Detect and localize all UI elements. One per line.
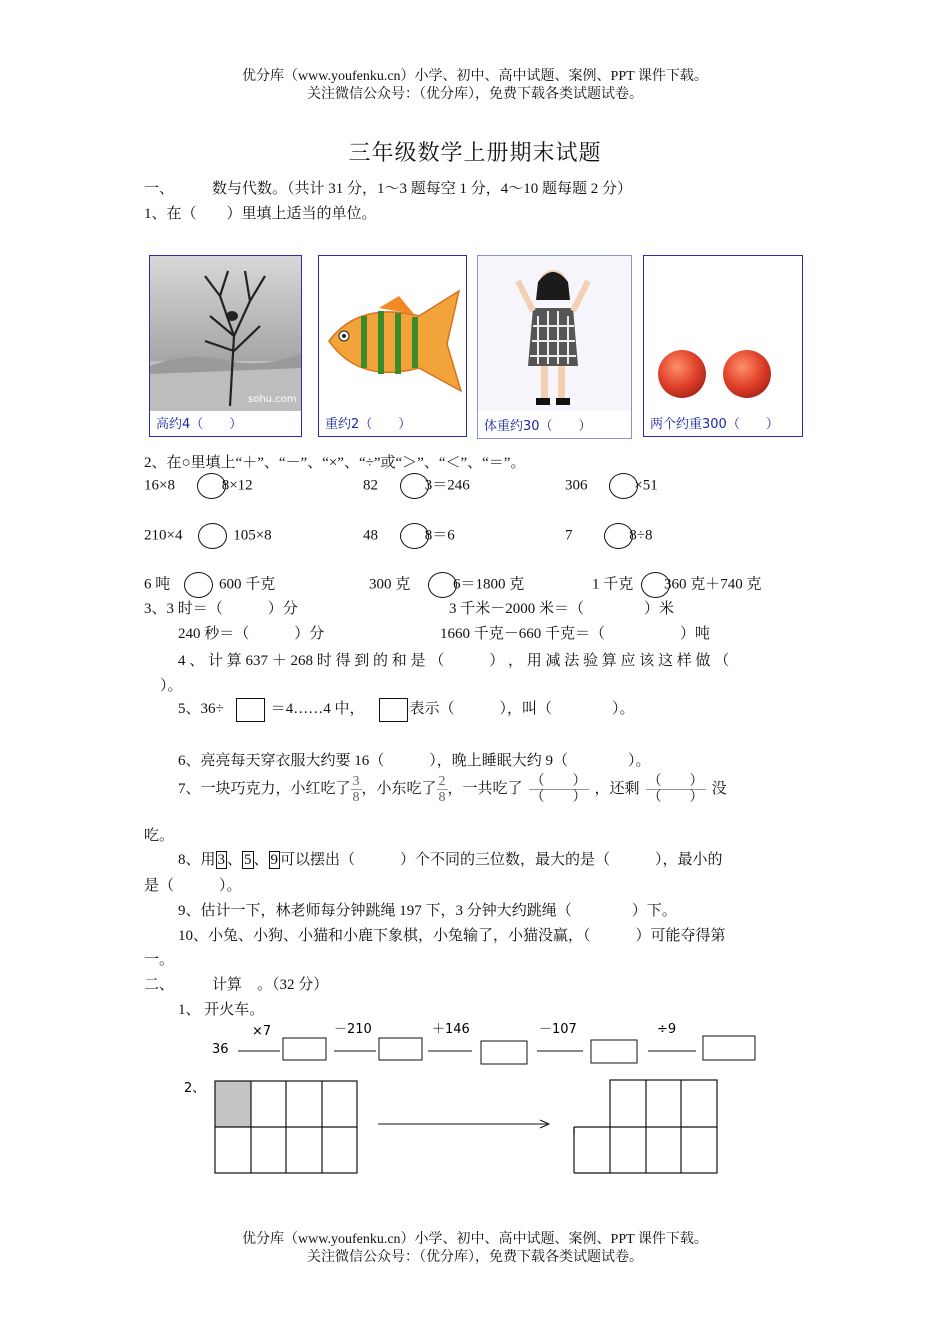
train-box[interactable] bbox=[703, 1036, 755, 1060]
footer-line-2: 关注微信公众号：（优分库），免费下载各类试题试卷。 bbox=[307, 1250, 643, 1265]
q2-r1-c3: 306 ×51 bbox=[565, 473, 658, 499]
tree-picture bbox=[149, 255, 302, 437]
calc1-text: 1、 开火车。 bbox=[178, 1002, 265, 1018]
train-op: ×7 bbox=[252, 1024, 272, 1039]
girl-icon bbox=[478, 256, 631, 411]
header-line-2: 关注微信公众号：（优分库），免费下载各类试题试卷。 bbox=[307, 87, 643, 102]
q1-text: 1、在（ ）里填上适当的单位。 bbox=[144, 206, 377, 222]
answer-box[interactable] bbox=[236, 698, 265, 722]
q4-line1: 4 、 计 算 637 ＋ 268 时 得 到 的 和 是 （ ） ， 用 减 法 验 算 应 该 这 样 做 （ bbox=[178, 653, 730, 669]
q2-r3-c2: 300 克 6＝1800 克 bbox=[369, 572, 524, 598]
answer-circle[interactable] bbox=[198, 523, 227, 549]
answer-fraction-left[interactable]: $\frac{( )}{( )}$ bbox=[647, 774, 704, 805]
digit-card: 5 bbox=[244, 852, 252, 868]
train-op: ＋146 bbox=[432, 1022, 470, 1037]
q7: 7、一块巧克力，小红吃了 $\frac{3}{8}$ ，小东吃了 $\frac{2}{8}$ ，一共吃了 $\frac{( )}{( )}$ ，还剩 $\frac{( )}{( )}$ 没 bbox=[178, 774, 727, 805]
train-start: 36 bbox=[212, 1042, 229, 1057]
q7-line2: 吃。 bbox=[144, 828, 175, 844]
train-diagram bbox=[200, 1015, 770, 1070]
q3-r2b: 1660 千克－660 千克＝（ ）吨 bbox=[440, 626, 711, 642]
dashed-guide bbox=[578, 1080, 610, 1127]
train-op: －107 bbox=[539, 1022, 577, 1037]
header-line-1: 优分库（www.youfenku.cn）小学、初中、高中试题、案例、PPT 课件下载。 bbox=[242, 69, 708, 84]
q4-line2: ）。 bbox=[160, 678, 183, 694]
section-2-number: 二、 bbox=[144, 977, 175, 993]
peach-icon bbox=[644, 256, 802, 406]
q3-r2a: 240 秒＝（ ）分 bbox=[178, 626, 325, 642]
calc2-label: 2、 bbox=[184, 1081, 206, 1096]
page-title: 三年级数学上册期末试题 bbox=[348, 140, 602, 165]
train-box[interactable] bbox=[283, 1038, 326, 1060]
section-1-heading: 数与代数。（共计 31 分，1～3 题每空 1 分，4～10 题每题 2 分） bbox=[212, 181, 633, 197]
answer-fraction-eaten[interactable]: $\frac{( )}{( )}$ bbox=[530, 774, 587, 805]
q5: 5、36÷ ＝4……4 中， 表示（ ），叫（ ）。 bbox=[178, 697, 635, 722]
q2-r3-c1: 6 吨 600 千克 bbox=[144, 572, 275, 598]
q10: 10、小兔、小狗、小猫和小鹿下象棋，小兔输了，小猫没赢，（ ）可能夺得第 bbox=[178, 928, 726, 944]
q2-r2-c3: 7 8÷8 bbox=[565, 523, 652, 549]
q6: 6、亮亮每天穿衣服大约要 16（ ），晚上睡眠大约 9（ ）。 bbox=[178, 753, 651, 769]
caption-girl: 体重约30（ ） bbox=[484, 419, 592, 434]
q9: 9、估计一下，林老师每分钟跳绳 197 下，3 分钟大约跳绳（ ）下。 bbox=[178, 903, 677, 919]
peaches-picture bbox=[643, 255, 803, 437]
q2-r1-c1: 16×8 8×12 bbox=[144, 473, 253, 499]
train-box[interactable] bbox=[591, 1040, 637, 1063]
section-1-number: 一、 bbox=[144, 181, 175, 197]
train-box[interactable] bbox=[379, 1038, 422, 1060]
watermark: sohu.com bbox=[248, 394, 297, 405]
q3-r1a: 3、3 时＝（ ）分 bbox=[144, 601, 298, 617]
section-2-heading: 计算 。（32 分） bbox=[212, 977, 329, 993]
answer-box[interactable] bbox=[379, 698, 408, 722]
grid-transform-diagram bbox=[180, 1072, 740, 1182]
q2-r2-c1: 210×4 105×8 bbox=[144, 523, 272, 549]
arrow-icon bbox=[378, 1120, 549, 1128]
q2-r3-c3: 1 千克 360 克＋740 克 bbox=[592, 572, 762, 598]
train-op: ÷9 bbox=[657, 1022, 677, 1037]
q10-line2: 一。 bbox=[144, 952, 175, 968]
answer-circle[interactable] bbox=[184, 572, 213, 598]
digit-card: 9 bbox=[270, 852, 279, 868]
train-box[interactable] bbox=[481, 1041, 527, 1064]
caption-fish: 重约2（ ） bbox=[325, 417, 412, 432]
caption-peaches: 两个约重300（ ） bbox=[650, 417, 779, 432]
digit-card: 3 bbox=[217, 852, 226, 868]
tree-icon bbox=[150, 256, 301, 411]
footer-line-1: 优分库（www.youfenku.cn）小学、初中、高中试题、案例、PPT 课件下载。 bbox=[242, 1232, 708, 1247]
caption-tree: 高约4（ ） bbox=[156, 417, 243, 432]
q8-line2: 是（ ）。 bbox=[144, 878, 242, 894]
q2-text: 2、在○里填上“＋”、“－”、“×”、“÷”或“＞”、“＜”、“＝”。 bbox=[144, 455, 526, 471]
girl-picture bbox=[477, 255, 632, 439]
fish-icon bbox=[319, 256, 466, 406]
train-op: －210 bbox=[334, 1022, 372, 1037]
q3-r1b: 3 千米－2000 米＝（ ）米 bbox=[449, 601, 675, 617]
q2-r1-c2: 82 3＝246 bbox=[363, 473, 470, 499]
q8: 8、用 3 、 5 、 9 可以摆出（ ）个不同的三位数，最大的是（ ），最小的 bbox=[178, 852, 723, 868]
fish-picture bbox=[318, 255, 467, 437]
q2-r2-c2: 48 8＝6 bbox=[363, 523, 455, 549]
fraction-2-8: $\frac{2}{8}$ bbox=[438, 774, 446, 805]
fraction-3-8: $\frac{3}{8}$ bbox=[352, 774, 360, 805]
